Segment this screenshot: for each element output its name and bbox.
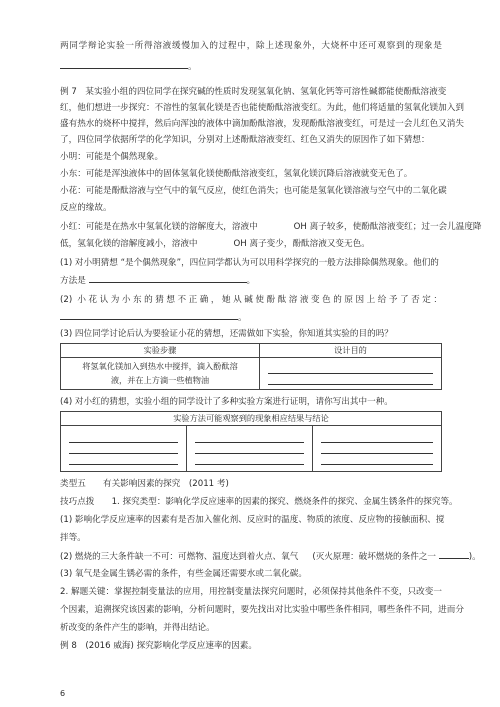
- tip-line-8: 析改变的条件产生的影响，并得出结论。: [60, 623, 215, 633]
- answer-blank[interactable]: [60, 60, 188, 69]
- question-2-answer: 。: [60, 311, 442, 324]
- question-1-answer: 方法是 。: [60, 276, 256, 286]
- answer-line[interactable]: [321, 443, 433, 454]
- answer-blank[interactable]: [89, 274, 247, 283]
- text-line-6: 了，四位同学依据所学的化学知识，分别对上述酚酞溶液变红、红色又消失的原因作了如下猜想：: [60, 135, 430, 145]
- tip-line-1: 技巧点拨 1. 探究类型：影响化学反应速率的因素的探究、燃烧条件的探究、金属生锈条件的探究等。: [60, 497, 458, 507]
- answer-line[interactable]: [69, 432, 178, 443]
- text-line-4: 红，他们想进一步探究：不溶性的氢氧化镁是否也能使酚酞溶液变红。为此，他们将适量的氢氧化镁加入到: [60, 103, 464, 113]
- text-line-10: 反应的缘故。: [60, 203, 112, 213]
- answer-line[interactable]: [268, 374, 433, 385]
- answer-line[interactable]: [69, 443, 178, 454]
- answer-blank[interactable]: [60, 311, 238, 320]
- text-line-12: 低，氢氧化镁的溶解度减小，溶液中 OH 离子变少，酚酞溶液又变无色。: [60, 239, 370, 249]
- text-line-8: 小东：可能是浑浊液体中的固体氢氧化镁使酚酞溶液变红，氢氧化镁沉降后溶液就变无色了。: [60, 169, 413, 179]
- tip-line-2: (1) 影响化学反应速率的因素有是否加入催化剂、反应时的温度、物质的浓度、反应物的接触面积、搅: [60, 515, 445, 525]
- table2-header: 实验方法可能观察到的现象相应结果与结论: [61, 412, 442, 426]
- text-line-1: 两同学辩论实验一所得溶液缓慢加入的过程中，除上述现象外，大烧杯中还可观察到的现象是: [60, 41, 442, 51]
- text-line-11: 小红：可能是在热水中氢氧化镁的溶解度大，溶液中 OH 离子较多，使酚酞溶液变红；过一会儿温度降: [60, 222, 482, 232]
- table2-cell-conclusion[interactable]: [313, 426, 442, 472]
- answer-blank[interactable]: [439, 550, 469, 559]
- section-heading: 类型五 有关影响因素的探究 (2011 考): [60, 479, 229, 489]
- answer-line[interactable]: [321, 432, 433, 443]
- answer-line[interactable]: [268, 363, 433, 374]
- table2-cell-phenomenon[interactable]: [187, 426, 313, 472]
- question-3: (3) 四位同学讨论后认为要验证小花的猜想，还需做如下实验，你知道其实验的目的吗？: [60, 329, 393, 339]
- text-line-2: 。: [60, 60, 442, 73]
- tip-line-5: (3) 氧气是金属生锈必需的条件，有些金属还需要水或二氧化碳。: [60, 569, 307, 579]
- question-4: (4) 对小红的猜想，实验小组的同学设计了多种实验方案进行证明，请你写出其中一种。: [60, 397, 393, 407]
- table1-header-purpose: 设计目的: [260, 344, 442, 358]
- example-8-title: 例 8 (2016 威海) 探究影响化学反应速率的因素。: [60, 641, 257, 651]
- answer-line[interactable]: [195, 454, 304, 465]
- table1-step-cell: 将氢氧化镁加入到热水中搅拌，滴入酚酞溶 液，并在上方滴一些植物油: [61, 358, 260, 390]
- text-line-5: 盛有热水的烧杯中搅拌，然后向浑浊的液体中滴加酚酞溶液，发现酚酞溶液变红，可是过一会儿红色又消失: [60, 119, 464, 129]
- table2-cell-method[interactable]: [61, 426, 187, 472]
- tip-line-6: 2. 解题关键：掌握控制变量法的应用，用控制变量法探究问题时，必须保持其他条件不变，只改变一: [60, 587, 442, 597]
- text-line-9: 小花：可能是酚酞溶液与空气中的氧气反应，使红色消失；也可能是氢氧化镁溶液与空气中的二氧化碳: [60, 186, 447, 196]
- tip-line-4: (2) 燃烧的三大条件缺一不可：可燃物、温度达到着火点、氧气 (灭火原理：破坏燃烧的条件之一 )。: [60, 552, 481, 562]
- text-line-7: 小明：可能是个偶然现象。: [60, 152, 164, 162]
- question-1: (1) 对小明猜想 “是个偶然现象”，四位同学都认为可以用科学探究的一般方法排除偶然现象。他们的: [60, 258, 439, 268]
- text-line-3: 例 7 某实验小组的四位同学在探究碱的性质时发现氢氧化钠、氢氧化钙等可溶性碱都能使酚酞溶液变: [60, 87, 447, 97]
- answer-line[interactable]: [195, 443, 304, 454]
- answer-line[interactable]: [195, 432, 304, 443]
- answer-line[interactable]: [321, 454, 433, 465]
- answer-line[interactable]: [69, 454, 178, 465]
- experiment-table-2: [60, 411, 442, 472]
- table1-header-steps: 实验步骤: [61, 344, 260, 358]
- tip-line-3: 拌等。: [60, 533, 86, 543]
- question-2: (2) 小花认为小东的猜想不正确，她从碱使酚酞溶液变色的原因上给予了否定：: [60, 295, 442, 305]
- tip-line-7: 个因素，追溯探究该因素的影响，分析问题时，要先找出对比实验中哪些条件相同，哪些条件不同，进而分: [60, 605, 464, 615]
- experiment-table-1: [60, 343, 442, 390]
- table1-purpose-cell[interactable]: [260, 358, 442, 390]
- page-number: 6: [60, 689, 66, 698]
